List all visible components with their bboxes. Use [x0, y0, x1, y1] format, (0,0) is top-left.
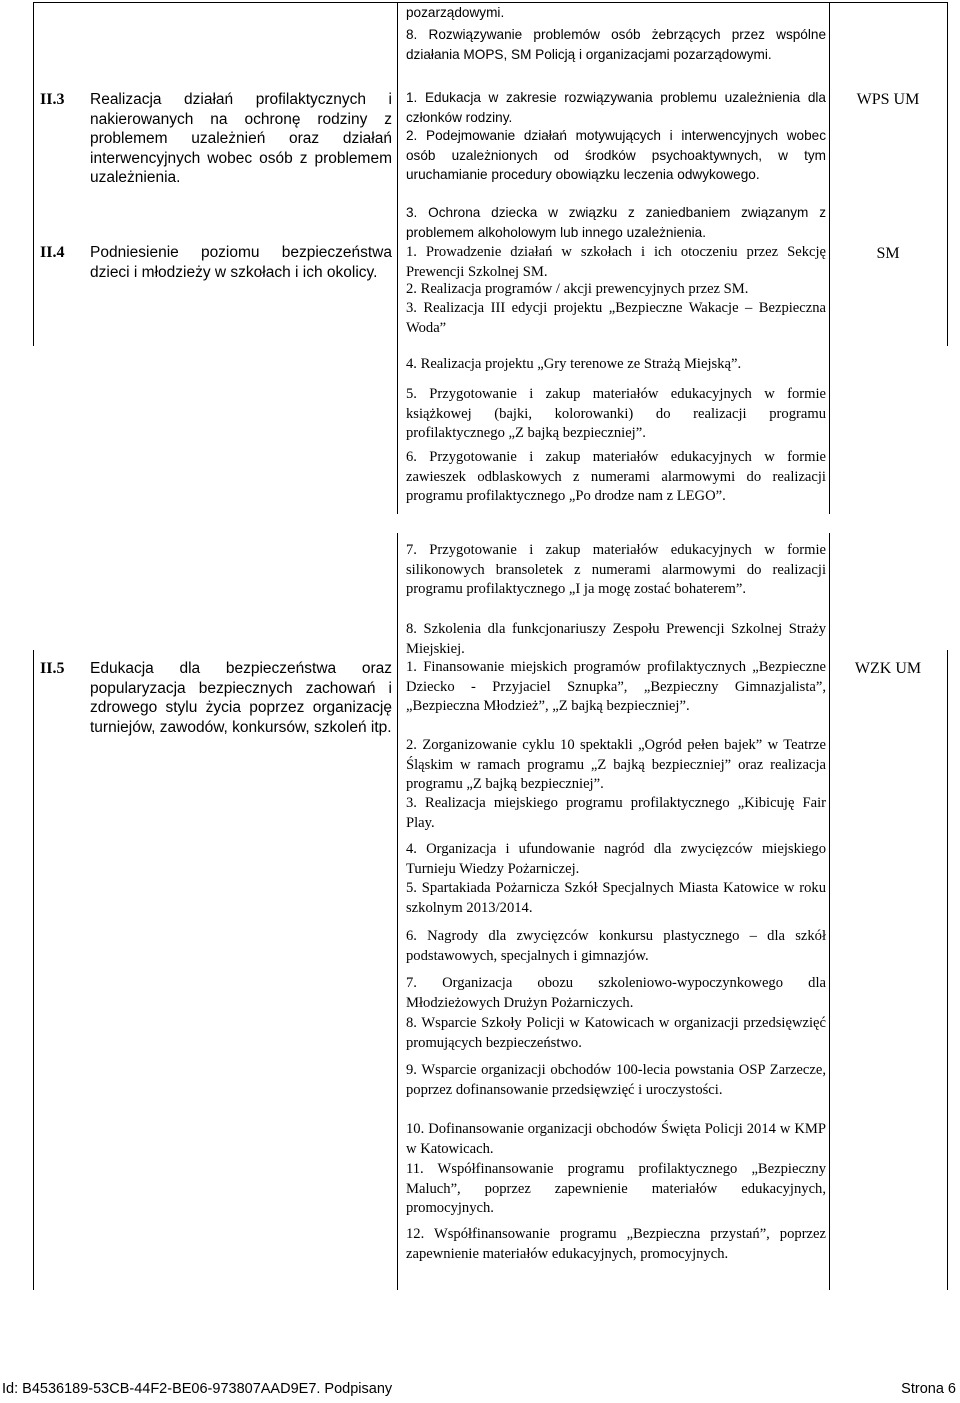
task-item: 4. Organizacja i ufundowanie nagród dla zwycięzców miejskiego Turnieju Wiedzy Pożarniczej. — [406, 841, 826, 877]
task-item: 8. Wsparcie Szkoły Policji w Katowicach w organizacji przedsięwzięć promujących bezpieczeństwo. — [406, 1015, 826, 1051]
task-item: 12. Współfinansowanie programu „Bezpieczna przystań”, poprzez zapewnienie materiałów edukacyjnych, promocyjnych. — [406, 1226, 826, 1262]
task-item: 8. Szkolenia dla funkcjonariuszy Zespołu Prewencji Szkolnej Straży Miejskiej. — [406, 621, 826, 657]
task-item: 6. Nagrody dla zwycięzców konkursu plastycznego – dla szkół podstawowych, specjalnych i gimnazjów. — [406, 928, 826, 964]
task-item: 2. Zorganizowanie cyklu 10 spektakli „Ogród pełen bajek” w Teatrze Śląskim w ramach programu „Z bajką bezpieczniej” oraz realizacja programu „Z bajką bezpieczniej”. — [406, 737, 826, 792]
task-item: 9. Wsparcie organizacji obchodów 100-lecia powstania OSP Zarzecze, poprzez dofinansowanie przedsięwzięć i uroczystości. — [406, 1062, 826, 1098]
row-goal: Podniesienie poziomu bezpieczeństwa dzieci i młodzieży w szkołach i ich okolicy. — [90, 244, 392, 281]
task-item: 2. Realizacja programów / akcji prewencyjnych przez SM. — [406, 281, 749, 297]
responsible-unit: SM — [876, 245, 900, 262]
task-item: 1. Prowadzenie działań w szkołach i ich otoczeniu przez Sekcję Prewencji Szkolnej SM. — [406, 244, 826, 280]
task-item: 1. Edukacja w zakresie rozwiązywania problemu uzależnienia dla członków rodziny. — [406, 90, 826, 125]
task-item: 1. Finansowanie miejskich programów profilaktycznych „Bezpieczne Dziecko - Przyjaciel Sznupka”, „Bezpieczny Gimnazjalista”, „Bezpieczna Młodzież”, „Z bajką bezpieczniej”. — [406, 659, 826, 714]
page-number: Strona 6 — [901, 1381, 956, 1397]
row-goal: Realizacja działań profilaktycznych i nakierowanych na ochronę rodziny z problemem uzależnień oraz działań interwencyjnych wobec osób z problemem uzależnienia. — [90, 91, 392, 186]
task-item: 3. Ochrona dziecka w związku z zaniedbaniem związanym z problemem alkoholowym lub innego uzależnienia. — [406, 205, 826, 240]
task-item: 6. Przygotowanie i zakup materiałów edukacyjnych w formie zawieszek odblaskowych z numerami alarmowymi do realizacji programu profilaktycznego „Po drodze nam z LEGO”. — [406, 449, 826, 504]
task-item: 2. Podejmowanie działań motywujących i interwencyjnych wobec osób uzależnionych od środków psychoaktywnych, w tym uruchamianie procedury obowiązku leczenia odwykowego. — [406, 128, 826, 182]
task-item: 11. Współfinansowanie programu profilaktycznego „Bezpieczny Maluch”, poprzez zapewnienie materiałów edukacyjnych, promocyjnych. — [406, 1161, 826, 1216]
task-item: 5. Spartakiada Pożarnicza Szkół Specjalnych Miasta Katowice w roku szkolnym 2013/2014. — [406, 880, 826, 916]
task-continuation: pozarządowymi. — [406, 5, 505, 20]
responsible-unit: WZK UM — [854, 660, 922, 677]
row-number: II.4 — [40, 244, 65, 261]
row-goal: Edukacja dla bezpieczeństwa oraz popularyzacja bezpiecznych zachowań i zdrowego stylu życia poprzez organizację turniejów, zawodów, konkursów, szkoleń itp. — [90, 660, 392, 736]
task-item: 3. Realizacja III edycji projektu „Bezpieczne Wakacje – Bezpieczna Woda” — [406, 300, 826, 336]
task-item: 3. Realizacja miejskiego programu profilaktycznego „Kibicuję Fair Play. — [406, 795, 826, 831]
row-number: II.3 — [40, 91, 65, 108]
row-number: II.5 — [40, 660, 65, 677]
responsible-unit: WPS UM — [856, 91, 920, 108]
document-id: Id: B4536189-53CB-44F2-BE06-973807AAD9E7. Podpisany — [2, 1381, 393, 1397]
task-item: 10. Dofinansowanie organizacji obchodów Święta Policji 2014 w KMP w Katowicach. — [406, 1121, 826, 1157]
task-item: 7. Przygotowanie i zakup materiałów edukacyjnych w formie silikonowych bransoletek z numerami alarmowymi do realizacji programu profilaktycznego „I ja mogę zostać bohaterem”. — [406, 542, 826, 597]
task-item: 7. Organizacja obozu szkoleniowo-wypoczynkowego dla Młodzieżowych Drużyn Pożarniczych. — [406, 975, 826, 1011]
task-item: 8. Rozwiązywanie problemów osób żebrzących przez wspólne działania MOPS, SM Policją i organizacjami pozarządowymi. — [406, 27, 826, 62]
task-item: 4. Realizacja projektu „Gry terenowe ze Strażą Miejską”. — [406, 356, 742, 372]
task-item: 5. Przygotowanie i zakup materiałów edukacyjnych w formie książkowej (bajki, kolorowanki) do realizacji programu profilaktycznego „Z bajką bezpieczniej”. — [406, 386, 826, 441]
